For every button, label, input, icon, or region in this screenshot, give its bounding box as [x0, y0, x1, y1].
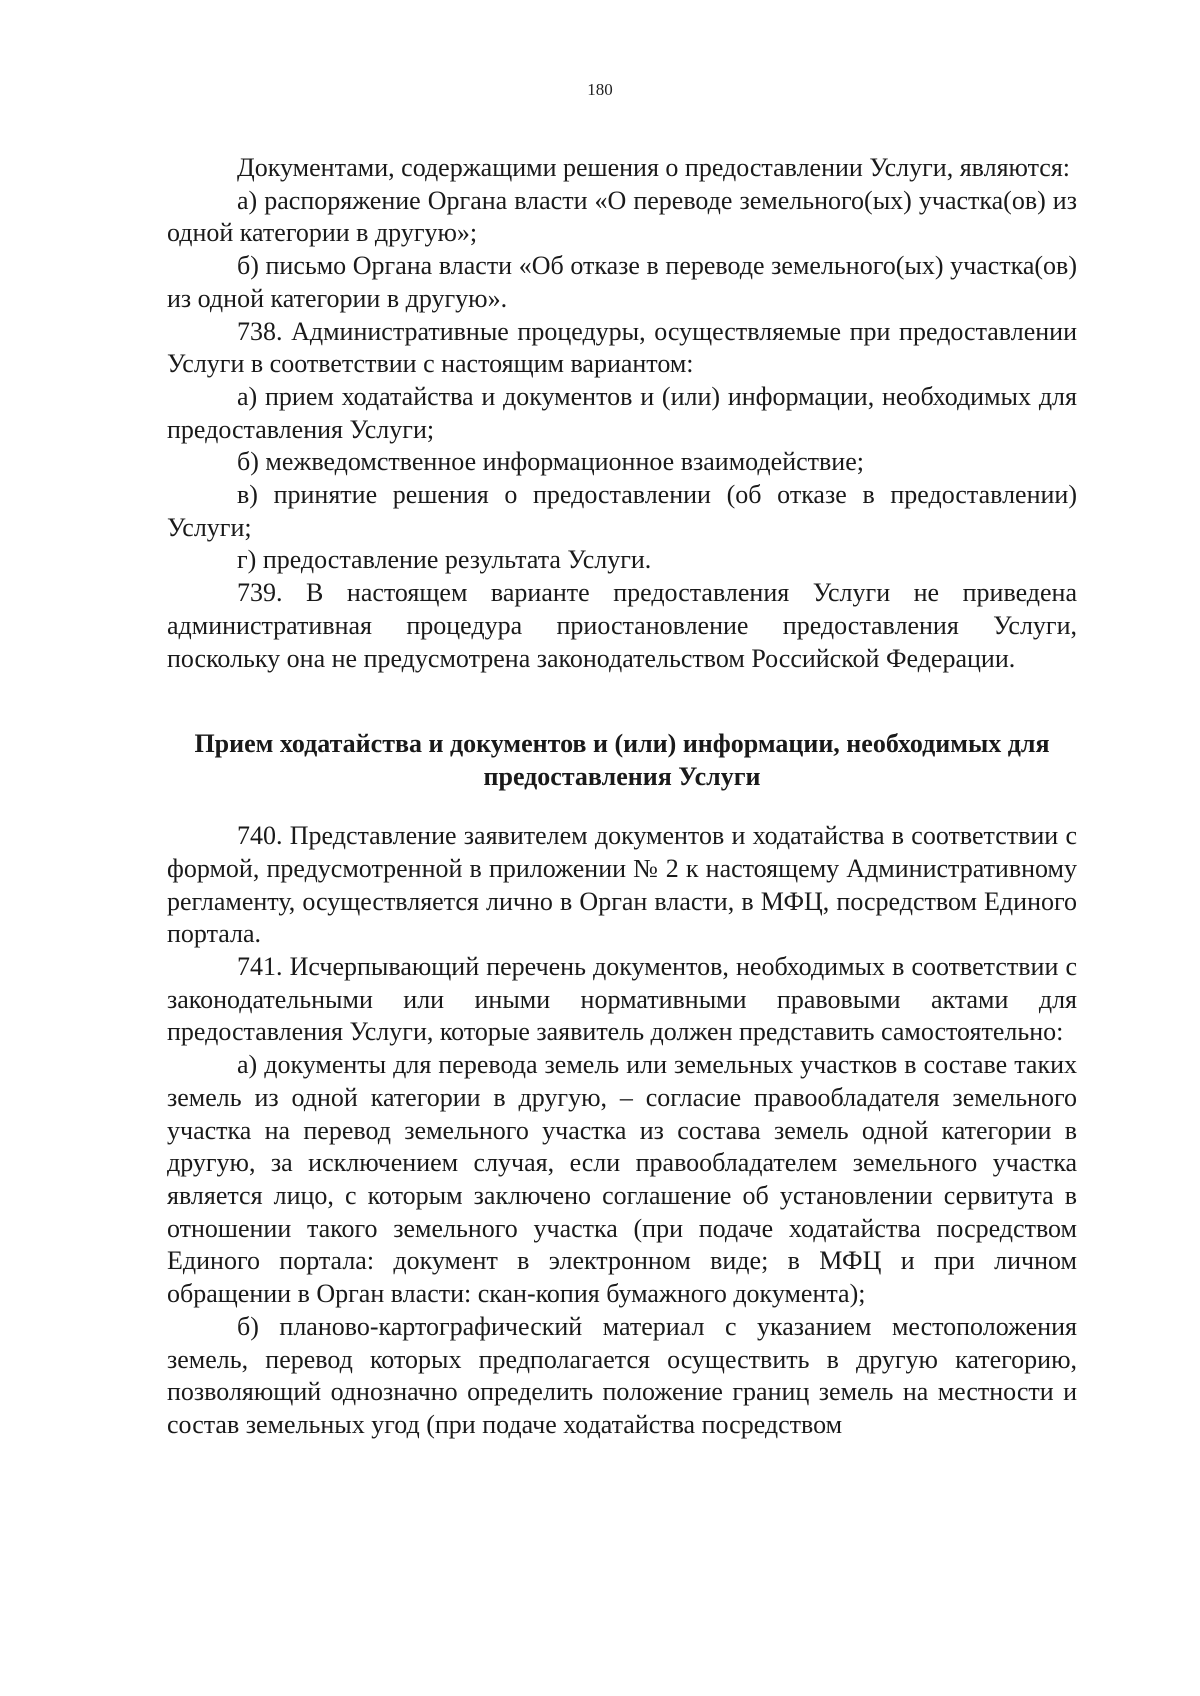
paragraph: 739. В настоящем варианте предоставления Услуги не приведена административная процедура приостановление предоставления Услуги, поскольку она не предусмотрена законодательством Российской Федерации. — [167, 578, 1077, 673]
paragraph: а) документы для перевода земель или земельных участков в составе таких земель из одной категории в другую, – согласие правообладателя земельного участка на перевод земельного участка из состава земель одной категории в другую, за исключением случая, если правообладателем земельного участка является лицо, с которым заключено соглашение об установлении сервитута в отношении такого земельного участка (при подаче ходатайства посредством Единого портала: документ в электронном виде; в МФЦ и при личном обращении в Орган власти: скан-копия бумажного документа); — [167, 1050, 1077, 1309]
paragraph: в) принятие решения о предоставлении (об отказе в предоставлении) Услуги; — [167, 480, 1077, 542]
document-body — [167, 152, 1077, 1442]
paragraph: 740. Представление заявителем документов и ходатайства в соответствии с формой, предусмотренной в приложении № 2 к настоящему Административному регламенту, осуществляется лично в Орган власти, в МФЦ, посредством Единого портала. — [167, 821, 1077, 949]
paragraph: г) предоставление результата Услуги. — [237, 545, 652, 575]
paragraph: 738. Административные процедуры, осуществляемые при предоставлении Услуги в соответствии с настоящим вариантом: — [167, 316, 1077, 379]
paragraph: а) распоряжение Органа власти «О переводе земельного(ых) участка(ов) из одной категории в другую»; — [167, 185, 1077, 248]
paragraph: б) письмо Органа власти «Об отказе в переводе земельного(ых) участка(ов) из одной категории в другую». — [167, 251, 1077, 313]
paragraph: Документами, содержащими решения о предоставлении Услуги, являются: — [237, 153, 1071, 182]
paragraph: 741. Исчерпывающий перечень документов, необходимых в соответствии с законодательными или иными нормативными правовыми актами для предоставления Услуги, которые заявитель должен представить самостоятельно: — [167, 952, 1077, 1047]
paragraph: а) прием ходатайства и документов и (или) информации, необходимых для предоставления Услуги; — [167, 381, 1077, 444]
page-number: 180 — [587, 80, 613, 99]
section-heading: Прием ходатайства и документов и (или) информации, необходимых для предоставления Услуги — [194, 729, 1050, 792]
paragraph: б) межведомственное информационное взаимодействие; — [237, 447, 864, 477]
paragraph: б) планово-картографический материал с указанием местоположения земель, перевод которых предполагается осуществить в другую категорию, позволяющий однозначно определить положение границ земель на местности и состав земельных угод (при подаче ходатайства посредством — [167, 1311, 1077, 1439]
